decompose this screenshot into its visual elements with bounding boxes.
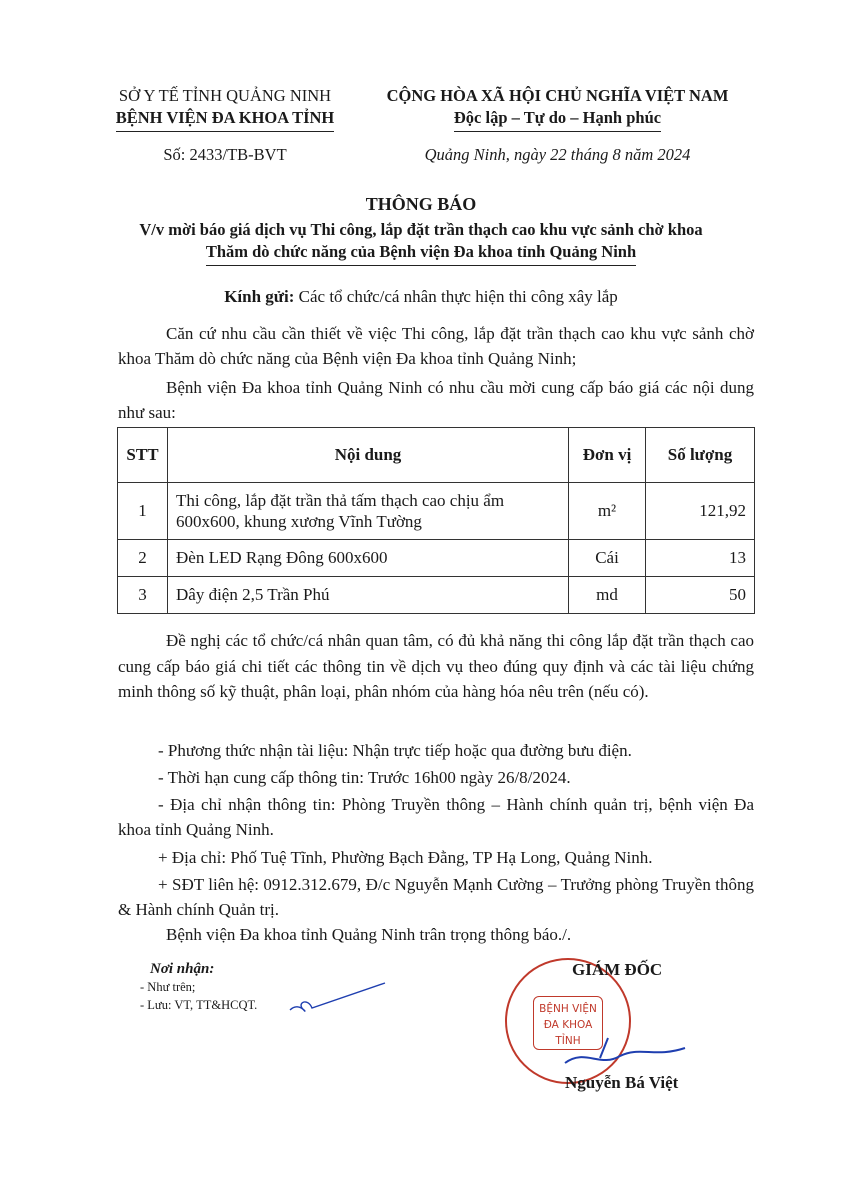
header-unit: Đơn vị	[569, 428, 646, 483]
recipient-1: - Như trên;	[140, 980, 196, 994]
table-row	[118, 577, 755, 614]
greeting	[0, 287, 842, 307]
recipient-2: - Lưu: VT, TT&HCQT.	[140, 998, 258, 1012]
subject-line-1: V/v mời báo giá dịch vụ Thi công, lắp đặt trần thạch cao khu vực sảnh chờ khoa	[139, 220, 703, 239]
greeting-label: Kính gửi:	[224, 287, 295, 306]
stamp-line-1: BỆNH VIỆN	[539, 1003, 597, 1015]
document-title: THÔNG BÁO	[365, 194, 477, 214]
cell-unit: md	[569, 577, 646, 614]
recipients-label: Nơi nhận:	[150, 961, 215, 977]
recipients-block	[140, 961, 258, 1013]
initial-mark-icon	[280, 978, 395, 1023]
cell-content: Thi công, lắp đặt trần thả tấm thạch cao chịu ẩm 600x600, khung xương Vĩnh Tường	[168, 483, 569, 540]
cell-stt: 3	[118, 577, 168, 614]
cell-unit: Cái	[569, 540, 646, 577]
paragraph-request: Bệnh viện Đa khoa tỉnh Quảng Ninh có nhu cầu mời cung cấp báo giá các nội dung như sau:	[118, 378, 754, 422]
stamp-line-2: ĐA KHOA TỈNH	[543, 1019, 593, 1047]
paragraph-proposal: Đề nghị các tổ chức/cá nhân quan tâm, có đủ khả năng thi công lắp đặt trần thạch cao cung cấp báo giá chi tiết các thông tin về dịch vụ theo đúng quy định và các tài liệu chứng minh thông số kỹ thuật, phân loại, phân nhóm của hàng hóa nêu trên (nếu có).	[118, 631, 754, 701]
hospital-name: BỆNH VIỆN ĐA KHOA TỈNH	[95, 107, 355, 132]
table-row	[118, 483, 755, 540]
items-table	[117, 427, 755, 614]
country-name: CỘNG HÒA XÃ HỘI CHỦ NGHĨA VIỆT NAM	[386, 86, 729, 105]
info-deadline: - Thời hạn cung cấp thông tin: Trước 16h00 ngày 26/8/2024.	[158, 768, 571, 787]
greeting-text: Các tổ chức/cá nhân thực hiện thi công xây lắp	[298, 287, 618, 306]
header-content: Nội dung	[168, 428, 569, 483]
document-subject	[80, 219, 762, 266]
info-street-address: + Địa chỉ: Phố Tuệ Tĩnh, Phường Bạch Đằng, TP Hạ Long, Quảng Ninh.	[158, 848, 653, 867]
table-header-row	[118, 428, 755, 483]
info-receive-address: - Địa chỉ nhận thông tin: Phòng Truyền thông – Hành chính quản trị, bệnh viện Đa khoa tỉnh Quảng Ninh.	[118, 795, 754, 839]
paragraph-basis: Căn cứ nhu cầu cần thiết về việc Thi công, lắp đặt trần thạch cao khu vực sảnh chờ khoa Thăm dò chức năng của Bệnh viện Đa khoa tỉnh Quảng Ninh;	[118, 324, 754, 368]
info-contact-phone: + SĐT liên hệ: 0912.312.679, Đ/c Nguyễn Mạnh Cường – Trưởng phòng Truyền thông & Hành chính Quản trị.	[118, 875, 754, 919]
issue-date: Quảng Ninh, ngày 22 tháng 8 năm 2024	[424, 145, 691, 164]
info-receive-method: - Phương thức nhận tài liệu: Nhận trực tiếp hoặc qua đường bưu điện.	[158, 741, 632, 760]
national-header	[355, 85, 760, 166]
cell-content: Dây điện 2,5 Trần Phú	[168, 577, 569, 614]
cell-unit: m²	[569, 483, 646, 540]
cell-quantity: 50	[646, 577, 755, 614]
cell-stt: 2	[118, 540, 168, 577]
cell-content: Đèn LED Rạng Đông 600x600	[168, 540, 569, 577]
signature-icon	[560, 1028, 690, 1078]
header-quantity: Số lượng	[646, 428, 755, 483]
signer-name: Nguyễn Bá Việt	[565, 1073, 679, 1092]
subject-line-2: Thăm dò chức năng của Bệnh viện Đa khoa tỉnh Quảng Ninh	[80, 241, 762, 266]
signer-position: GIÁM ĐỐC	[572, 960, 663, 979]
header-stt: STT	[118, 428, 168, 483]
document-number: Số: 2433/TB-BVT	[163, 145, 287, 164]
issuer-block	[95, 85, 355, 166]
cell-quantity: 121,92	[646, 483, 755, 540]
table-row	[118, 540, 755, 577]
motto: Độc lập – Tự do – Hạnh phúc	[355, 107, 760, 132]
cell-quantity: 13	[646, 540, 755, 577]
closing-line: Bệnh viện Đa khoa tỉnh Quảng Ninh trân trọng thông báo./.	[166, 925, 572, 944]
department-name: SỞ Y TẾ TỈNH QUẢNG NINH	[118, 86, 332, 105]
cell-stt: 1	[118, 483, 168, 540]
